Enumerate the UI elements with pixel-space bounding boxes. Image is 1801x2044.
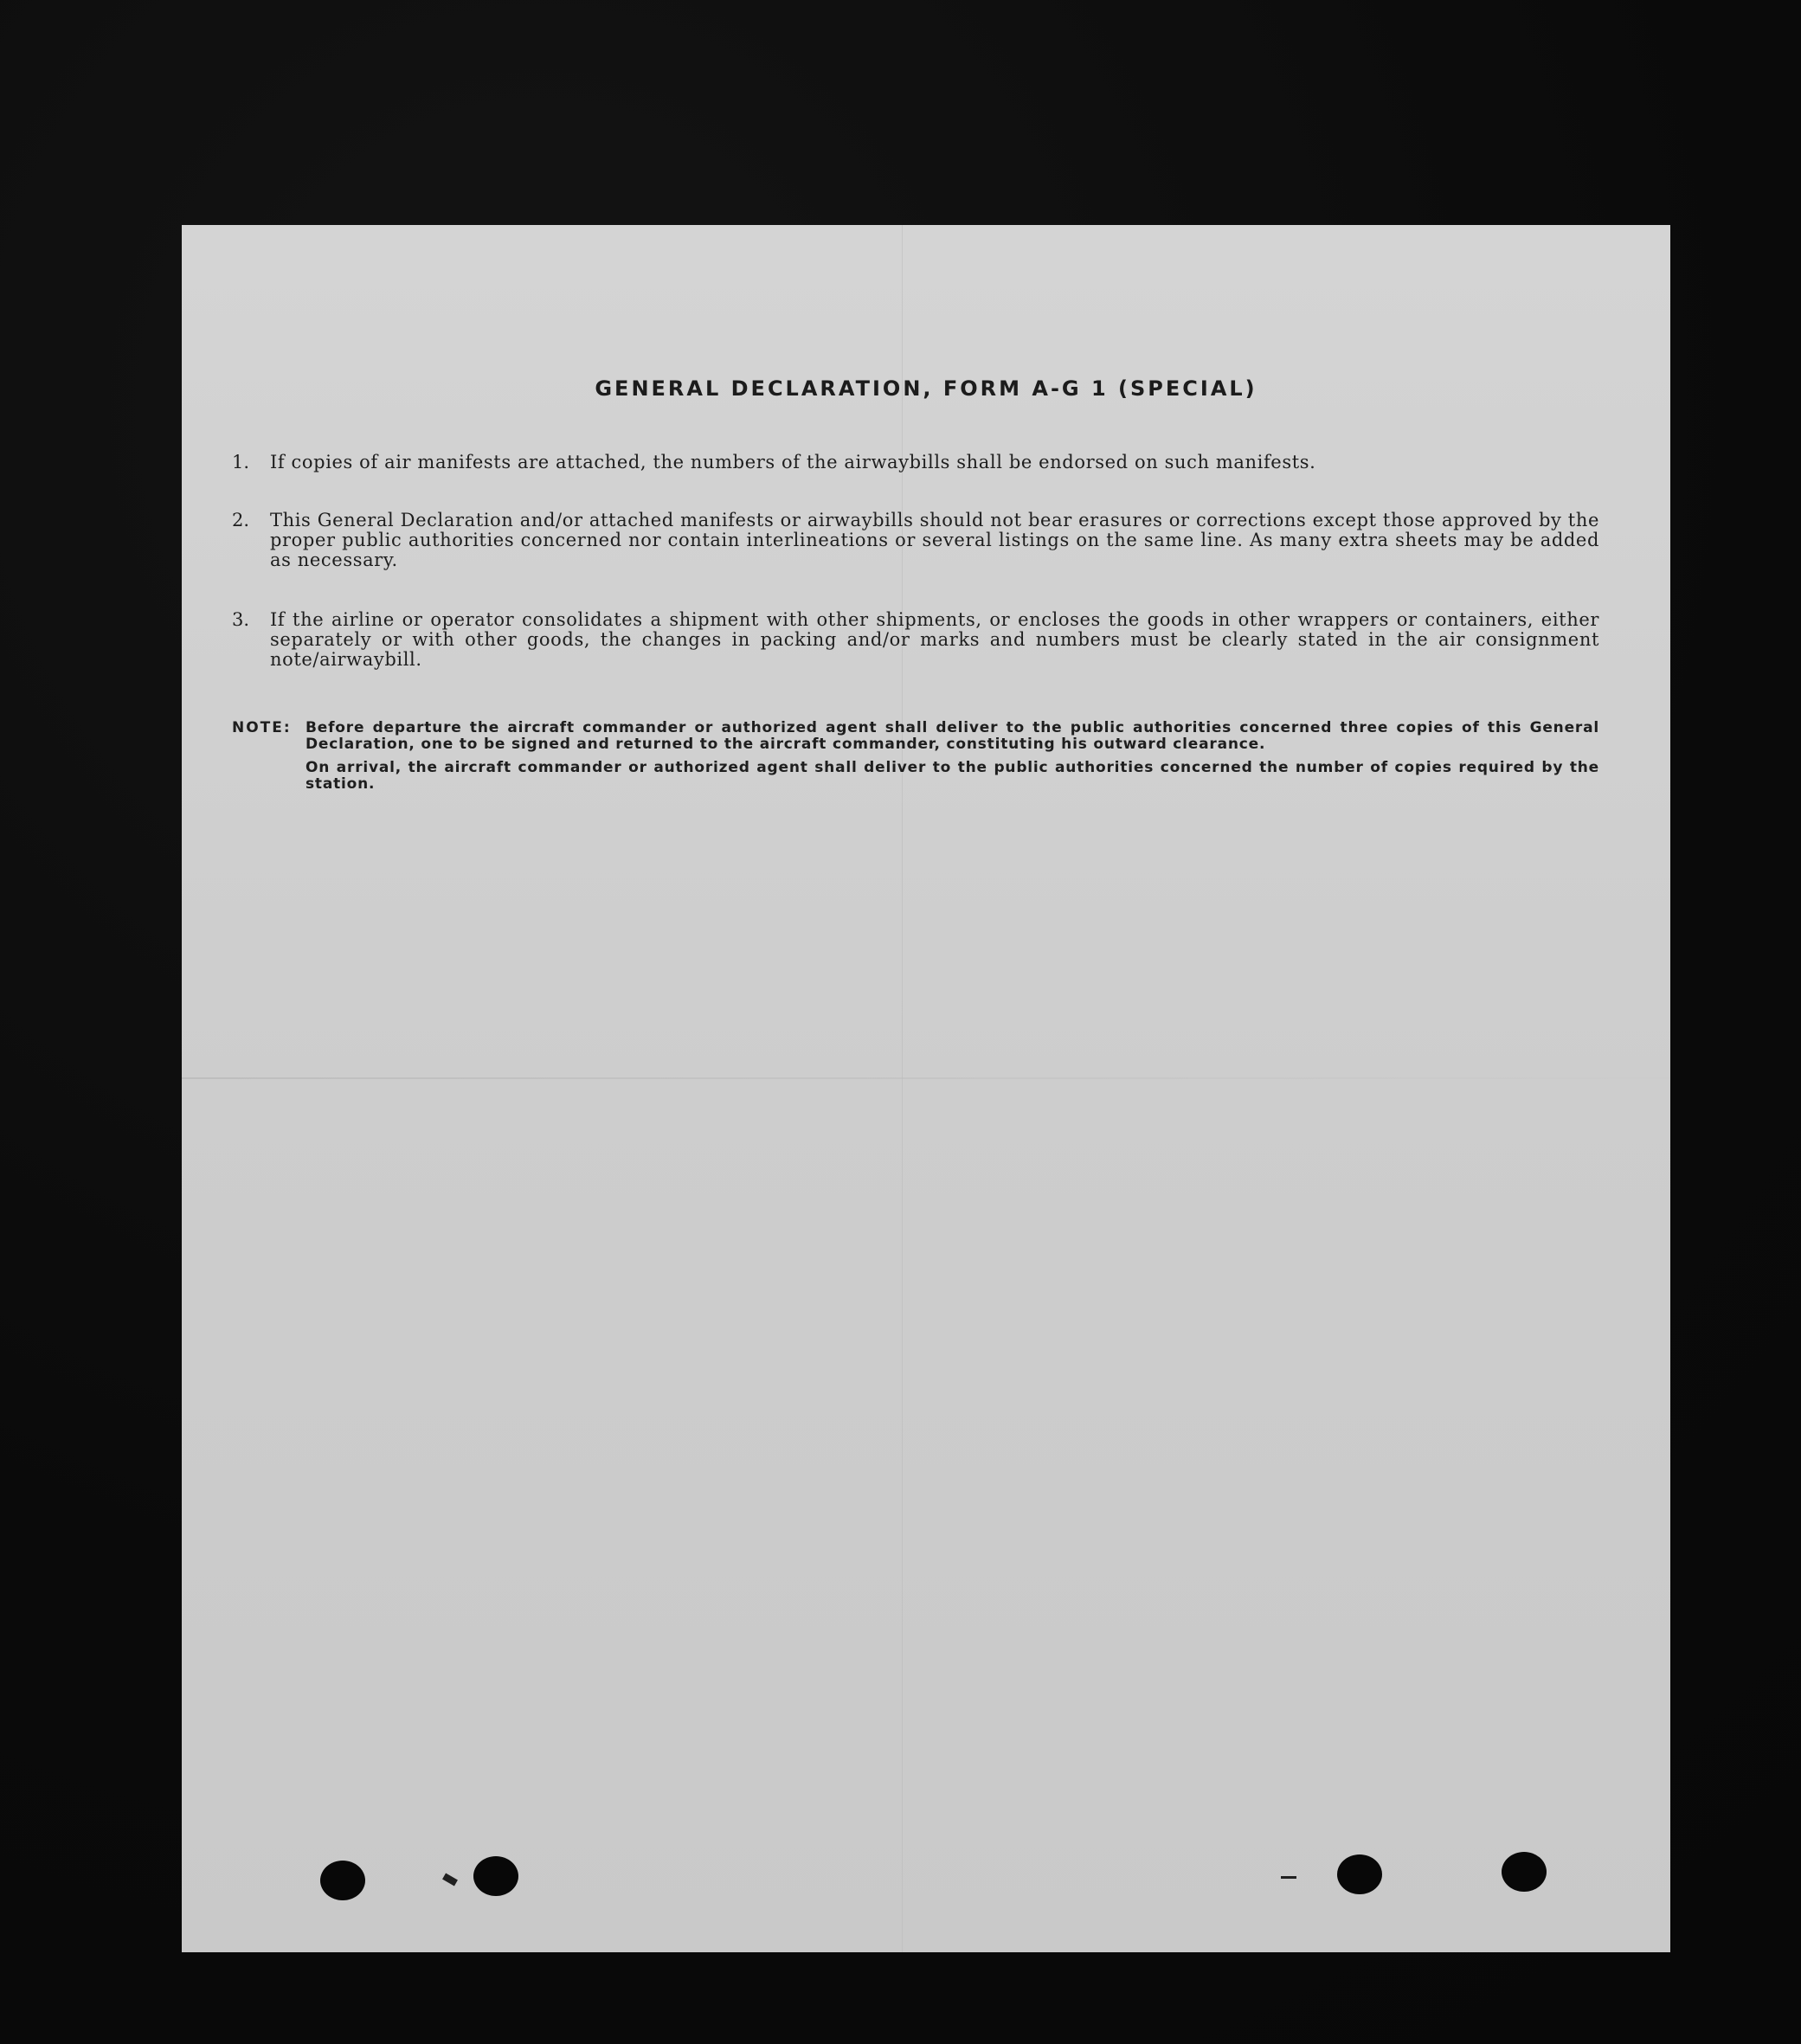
item-number: 3. — [232, 609, 250, 630]
note-paragraph-departure: Before departure the aircraft commander or authorized agent shall deliver to the public authorities concerned three copies of this General Declaration, one to be signed and returned to the aircraft commander, constituting his outward clearance. — [306, 719, 1599, 753]
punch-hole-right-1 — [1337, 1854, 1382, 1894]
note-section — [232, 720, 1599, 793]
note-paragraph-arrival: On arrival, the aircraft commander or authorized agent shall deliver to the public authorities concerned the number of copies required by the station. — [306, 759, 1599, 793]
item-number: 1. — [232, 452, 250, 472]
punch-hole-left-2 — [473, 1856, 518, 1896]
ink-mark — [1281, 1876, 1296, 1879]
note-label: NOTE: — [232, 719, 292, 736]
horizontal-fold-line — [182, 1077, 1670, 1079]
item-text: If the airline or operator consolidates a shipment with other shipments, or encloses the goods in other wrappers or containers, either separately or with other goods, the changes in packing and/or marks and numbers must be clearly stated in the air consignment note/airwaybill. — [270, 609, 1599, 670]
punch-hole-right-2 — [1502, 1852, 1547, 1892]
document-title: GENERAL DECLARATION, FORM A-G 1 (SPECIAL) — [595, 376, 1257, 401]
document-page — [182, 225, 1670, 1952]
item-text: If copies of air manifests are attached, the numbers of the airwaybills shall be endorsed on such manifests. — [270, 452, 1316, 472]
item-number: 2. — [232, 510, 250, 530]
instruction-item-2 — [232, 511, 1599, 570]
ink-mark — [442, 1874, 458, 1887]
instruction-item-1 — [232, 453, 1599, 472]
punch-hole-left-1 — [320, 1861, 365, 1900]
vertical-fold-line — [902, 225, 903, 1952]
item-text: This General Declaration and/or attached manifests or airwaybills should not bear erasures or corrections except those approved by the proper public authorities concerned nor contain interlineations or several listings on the same line. As many extra sheets may be added as necessary. — [270, 510, 1599, 570]
instruction-item-3 — [232, 610, 1599, 670]
